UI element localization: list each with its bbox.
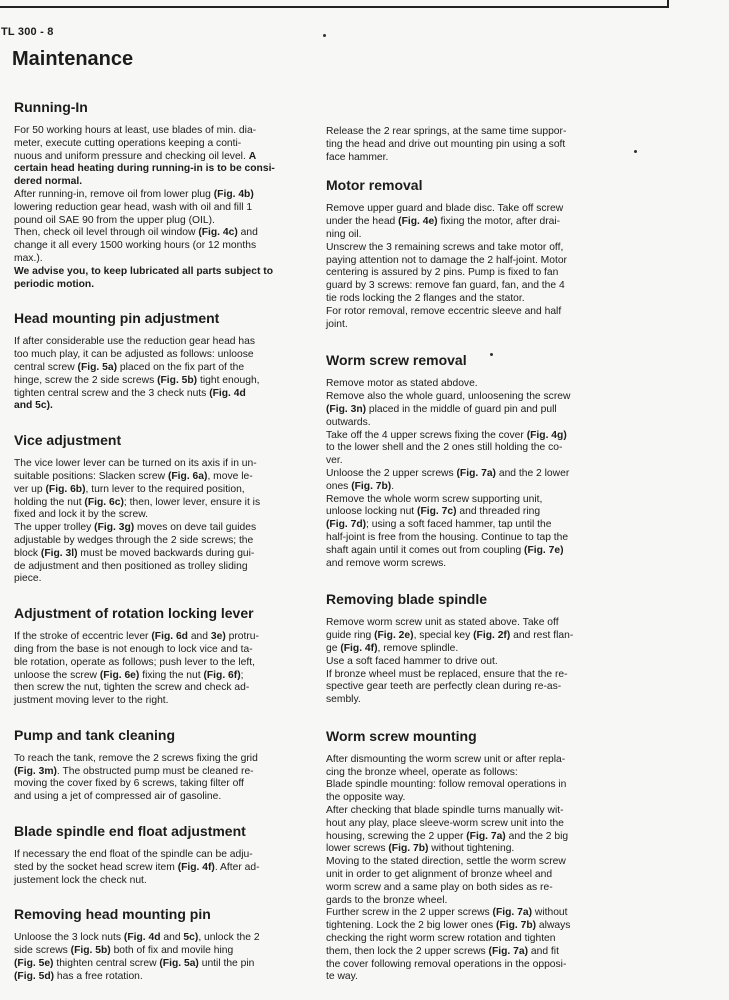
- header-rule: [0, 6, 668, 8]
- body-text: ding from the base is not enough to lock vice and ta-: [14, 643, 253, 655]
- section-body: [14, 458, 302, 586]
- body-text: block: [14, 547, 41, 559]
- bold-text: We advise you, to keep lubricated all parts subject to: [14, 265, 274, 277]
- body-text: nuous and uniform pressure and checking oil level.: [14, 150, 249, 162]
- body-text: outwards.: [326, 416, 371, 428]
- body-text: , unlock the 2: [198, 932, 260, 944]
- body-text: and fit: [528, 945, 559, 957]
- bold-text: (Fig. 6c): [84, 496, 124, 508]
- body-text: Remove motor as stated abdove.: [326, 378, 478, 390]
- body-text: under the head: [326, 216, 399, 228]
- bold-text: (Fig. 7e): [524, 544, 564, 556]
- body-text: tight enough,: [197, 374, 260, 386]
- body-text: , special key: [413, 630, 474, 642]
- body-text: If after considerable use the reduction gear head has: [14, 336, 255, 348]
- body-text: hinge, screw the 2 side screws: [14, 374, 158, 386]
- body-text: unloose locking nut: [326, 506, 418, 518]
- bold-text: (Fig. 7a): [492, 907, 533, 919]
- section-body: [326, 203, 616, 331]
- section-body: [326, 754, 616, 984]
- bold-text: (Fig. 4d: [123, 932, 161, 944]
- header-rule-tick: [667, 0, 669, 8]
- section-heading: Removing blade spindle: [326, 591, 488, 608]
- body-text: must be moved backwards during gui-: [77, 547, 255, 559]
- body-text: and threaded ring: [456, 506, 541, 518]
- body-text: them, then lock the 2 upper screws: [326, 945, 489, 957]
- section-heading: Blade spindle end float adjustment: [14, 823, 246, 840]
- body-text: fixing the nut: [139, 669, 204, 681]
- bold-text: (Fig. 4d: [209, 387, 246, 399]
- bold-text: and 5c).: [14, 400, 53, 412]
- body-text: After checking that blade spindle turns manually wit-: [326, 805, 564, 817]
- body-text: te way.: [326, 971, 358, 983]
- body-text: If the stroke of eccentric lever: [14, 631, 152, 643]
- section-heading: Worm screw mounting: [326, 727, 477, 744]
- bold-text: (Fig. 7a): [466, 830, 506, 842]
- body-text: worm screw and a same play on both sides as re-: [326, 881, 553, 893]
- body-text: gards to the bronze wheel.: [326, 894, 448, 906]
- body-text: ting the head and drive out mounting pin using a soft: [326, 138, 566, 150]
- section-body: [14, 932, 302, 983]
- body-text: justment moving lever to the right.: [14, 695, 169, 707]
- section-heading: Worm screw removal: [326, 352, 467, 369]
- body-text: The upper trolley: [14, 522, 95, 534]
- body-text: and remove worm screws.: [326, 557, 447, 569]
- bold-text: (Fig. 6a): [167, 470, 208, 482]
- body-text: Blade spindle mounting: follow removal operations in: [326, 779, 567, 791]
- body-text: ning oil.: [326, 228, 362, 240]
- section-body: [14, 631, 302, 708]
- body-text: tie rods locking the 2 flanges and the stator.: [326, 292, 525, 304]
- bold-text: (Fig. 5a): [77, 361, 118, 373]
- body-text: Moving to the stated direction, settle the worm screw: [326, 856, 566, 868]
- body-text: housing, screwing the 2 upper: [326, 830, 467, 842]
- section-worm-screw-mounting: [326, 727, 616, 984]
- body-text: and: [237, 227, 258, 239]
- bold-text: (Fig. 5b): [157, 374, 198, 386]
- body-text: paying attention not to damage the 2 half-joint. Motor: [326, 254, 567, 266]
- bold-text: (Fig. 3l): [40, 547, 78, 559]
- bold-text: (Fig. 3n): [326, 403, 367, 415]
- section-head-mounting-pin-adjustment: [14, 309, 302, 413]
- body-text: ; then, lower lever, ensure it is: [123, 496, 261, 508]
- body-text: ones: [326, 480, 352, 492]
- page-reference: TL 300 - 8: [1, 26, 54, 38]
- bold-text: (Fig. 4f): [177, 861, 215, 873]
- bold-text: (Fig. 3m): [14, 765, 57, 777]
- bold-text: (Fig. 6f): [203, 669, 241, 681]
- section-heading: Vice adjustment: [14, 432, 122, 449]
- body-text: meter, execute cutting operations keeping a conti-: [14, 137, 242, 149]
- body-text: tightening. Lock the 2 big lower ones: [326, 920, 497, 932]
- section-worm-screw-removal: [326, 351, 616, 570]
- section-body: [14, 125, 302, 291]
- body-text: thighten central screw: [53, 958, 160, 970]
- body-text: , move le-: [207, 470, 253, 482]
- bold-text: 3e): [210, 631, 226, 643]
- body-text: placed in the middle of guard pin and pull: [366, 403, 557, 415]
- bold-text: (Fig. 6e): [99, 669, 140, 681]
- body-text: lower screws: [326, 843, 389, 855]
- left-column: [14, 98, 302, 984]
- body-text: half-joint is free from the housing. Continue to tap the: [326, 531, 569, 543]
- bold-text: 5c): [183, 932, 199, 944]
- bold-text: (Fig. 6b): [45, 483, 86, 495]
- body-text: Unloose the 3 lock nuts: [14, 932, 124, 944]
- bold-text: (Fig. 4g): [526, 429, 567, 441]
- body-text: The vice lower lever can be turned on its axis if in un-: [14, 458, 257, 470]
- bold-text: (Fig. 3g): [94, 522, 135, 534]
- body-text: centering is assured by 2 pins. Pump is fixed to fan: [326, 267, 559, 279]
- bold-text: (Fig. 5a): [159, 958, 199, 970]
- body-text: Remove the whole worm screw supporting unit,: [326, 493, 543, 505]
- body-text: then screw the nut, tighten the screw and check ad-: [14, 682, 250, 694]
- body-text: tighten central screw and the 3 check nuts: [14, 387, 210, 399]
- body-text: ;: [240, 669, 244, 681]
- scan-speck: [634, 150, 637, 153]
- body-text: For 50 working hours at least, use blades of min. dia-: [14, 125, 257, 136]
- body-text: , remove splindle.: [377, 642, 459, 654]
- body-text: piece.: [14, 573, 42, 585]
- body-text: ; using a soft faced hammer, tap until the: [366, 519, 552, 531]
- body-text: lowering reduction gear head, wash with oil and fill 1: [14, 201, 253, 213]
- right-column: [326, 126, 616, 984]
- body-text: sembly.: [326, 694, 361, 706]
- section-body: [326, 126, 616, 164]
- body-text: both of fix and movile hing: [110, 945, 234, 957]
- bold-text: (Fig. 4f): [340, 642, 378, 654]
- bold-text: (Fig. 5e): [14, 958, 54, 970]
- section-heading: Motor removal: [326, 177, 423, 194]
- section-body: [14, 753, 302, 804]
- body-text: too much play, it can be adjusted as follows: unloose: [14, 349, 254, 361]
- section-heading: Running-In: [14, 99, 88, 115]
- bold-text: (Fig. 7b): [351, 480, 392, 492]
- body-text: until the pin: [198, 958, 255, 970]
- bold-text: (Fig. 7b): [388, 843, 429, 855]
- body-text: justement lock the check nut.: [14, 874, 147, 886]
- body-text: hout any play, place sleeve-worm screw unit into the: [326, 817, 564, 829]
- body-text: and: [160, 932, 184, 944]
- body-text: To reach the tank, remove the 2 screws fixing the grid: [14, 752, 258, 764]
- body-text: Unloose the 2 upper screws: [326, 467, 457, 479]
- section-body: [14, 336, 302, 413]
- body-text: sted by the socket head screw item: [14, 861, 178, 873]
- body-text: side screws: [14, 945, 71, 957]
- bold-text: (Fig. 5b): [70, 945, 111, 957]
- body-text: adjustable by wedges through the 2 side screws; the: [14, 534, 254, 546]
- body-text: max.).: [14, 252, 43, 264]
- section-motor-removal: [326, 176, 616, 331]
- body-text: fixed and lock it by the screw.: [14, 509, 148, 521]
- section-removing-head-mounting-pin: [14, 905, 302, 983]
- body-text: Further screw in the 2 upper screws: [326, 907, 493, 919]
- body-text: Use a soft faced hammer to drive out.: [326, 655, 498, 667]
- bold-text: (Fig. 4e): [398, 216, 438, 228]
- bold-text: (Fig. 7c): [417, 506, 457, 518]
- section-continued: [326, 126, 616, 164]
- section-heading: Pump and tank cleaning: [14, 726, 176, 743]
- bold-text: (Fig. 7a): [456, 467, 496, 479]
- body-text: suitable positions: Slacken screw: [14, 470, 168, 482]
- body-text: and the 2 big: [505, 830, 569, 842]
- body-text: central screw: [14, 361, 78, 373]
- section-running-in: [14, 98, 302, 291]
- body-text: guard by 3 screws: remove fan guard, fan, and the 4: [326, 280, 565, 292]
- body-text: If bronze wheel must be replaced, ensure that the re-: [326, 668, 568, 680]
- body-text: pound oil SAE 90 from the upper plug (OIL).: [14, 214, 215, 226]
- body-text: After dismounting the worm screw unit or after repla-: [326, 753, 566, 765]
- scan-speck: [490, 353, 493, 356]
- body-text: .: [391, 480, 395, 492]
- body-text: Remove upper guard and blade disc. Take off screw: [326, 203, 564, 215]
- body-text: joint.: [326, 318, 348, 330]
- bold-text: (Fig. 2f): [473, 630, 511, 642]
- body-text: . The obstructed pump must be cleaned re-: [56, 765, 254, 777]
- body-text: to the lower shell and the 2 ones still holding the co-: [326, 442, 563, 454]
- body-text: protru-: [225, 631, 259, 643]
- body-text: has a free rotation.: [54, 970, 143, 982]
- bold-text: (Fig. 7b): [496, 920, 537, 932]
- body-text: always: [536, 920, 571, 932]
- body-text: moves on deve tail guides: [134, 522, 257, 534]
- body-text: face hammer.: [326, 151, 389, 163]
- section-blade-spindle-end-float-adjustment: [14, 822, 302, 887]
- body-text: unit in order to get alignment of bronze wheel and: [326, 869, 553, 881]
- section-heading: Removing head mounting pin: [14, 906, 211, 923]
- bold-text: (Fig. 7a): [488, 945, 529, 957]
- body-text: holding the nut: [14, 496, 85, 508]
- body-text: Take off the 4 upper screws fixing the cover: [326, 429, 527, 441]
- body-text: ble rotation, operate as follows; push lever to the left,: [14, 656, 255, 668]
- bold-text: periodic motion.: [14, 278, 95, 290]
- body-text: guide ring: [326, 630, 375, 642]
- body-text: fixing the motor, after drai-: [437, 216, 561, 228]
- bold-text: (Fig. 2e): [374, 630, 414, 642]
- body-text: Then, check oil level through oil window: [14, 227, 199, 239]
- body-text: ver up: [14, 483, 46, 495]
- body-text: If necessary the end float of the spindle can be adju-: [14, 849, 253, 861]
- body-text: and: [187, 631, 211, 643]
- body-text: the opposite way.: [326, 792, 406, 804]
- body-text: For rotor removal, remove eccentric sleeve and half: [326, 305, 562, 317]
- body-text: checking the right worm screw rotation and tighten: [326, 933, 556, 945]
- body-text: shaft again until it comes out from coupling: [326, 544, 525, 556]
- bold-text: (Fig. 7d): [326, 519, 367, 531]
- body-text: cing the bronze wheel, operate as follows:: [326, 766, 518, 778]
- body-text: unloose the screw: [14, 669, 100, 681]
- section-pump-and-tank-cleaning: [14, 726, 302, 804]
- body-text: . After ad-: [214, 861, 260, 873]
- page-title: Maintenance: [12, 48, 134, 70]
- bold-text: A: [248, 150, 257, 162]
- body-text: de adjustment and then positioned as trolley sliding: [14, 560, 248, 572]
- bold-text: (Fig. 4b): [213, 188, 254, 200]
- body-text: After running-in, remove oil from lower plug: [14, 188, 214, 200]
- body-text: , turn lever to the required position,: [85, 483, 245, 495]
- body-text: and using a jet of compressed air of gasoline.: [14, 791, 222, 803]
- section-removing-blade-spindle: [326, 590, 616, 707]
- body-text: without tightening.: [428, 843, 515, 855]
- section-adjustment-of-rotation-locking-lever: [14, 604, 302, 708]
- body-text: and rest flan-: [510, 630, 574, 642]
- bold-text: (Fig. 5d): [14, 970, 55, 982]
- bold-text: (Fig. 4c): [198, 227, 238, 239]
- body-text: Release the 2 rear springs, at the same time suppor-: [326, 126, 567, 137]
- section-body: [14, 849, 302, 887]
- body-text: change it all every 1500 working hours (or 12 months: [14, 240, 257, 252]
- body-text: Remove worm screw unit as stated above. Take off: [326, 617, 559, 629]
- body-text: without: [532, 907, 568, 919]
- bold-text: (Fig. 6d: [151, 631, 188, 643]
- section-heading: Adjustment of rotation locking lever: [14, 605, 254, 622]
- section-vice-adjustment: [14, 431, 302, 586]
- section-body: [326, 617, 616, 707]
- bold-text: dered normal.: [14, 176, 83, 188]
- body-text: ge: [326, 642, 341, 654]
- body-text: Unscrew the 3 remaining screws and take motor off,: [326, 241, 564, 253]
- body-text: and the 2 lower: [495, 467, 570, 479]
- bold-text: certain head heating during running-in is to be consi-: [14, 163, 275, 175]
- section-heading: Head mounting pin adjustment: [14, 310, 220, 327]
- body-text: placed on the fix part of the: [117, 361, 245, 373]
- body-text: ver.: [326, 455, 343, 467]
- body-text: spective gear teeth are perfectly clean during re-as-: [326, 681, 562, 693]
- section-body: [326, 378, 616, 570]
- body-text: the cover following removal operations in the opposi-: [326, 958, 567, 970]
- body-text: Remove also the whole guard, unloosening the screw: [326, 391, 571, 403]
- scan-speck: [323, 34, 326, 37]
- body-text: moving the cover fixed by 6 screws, taking filter off: [14, 778, 244, 790]
